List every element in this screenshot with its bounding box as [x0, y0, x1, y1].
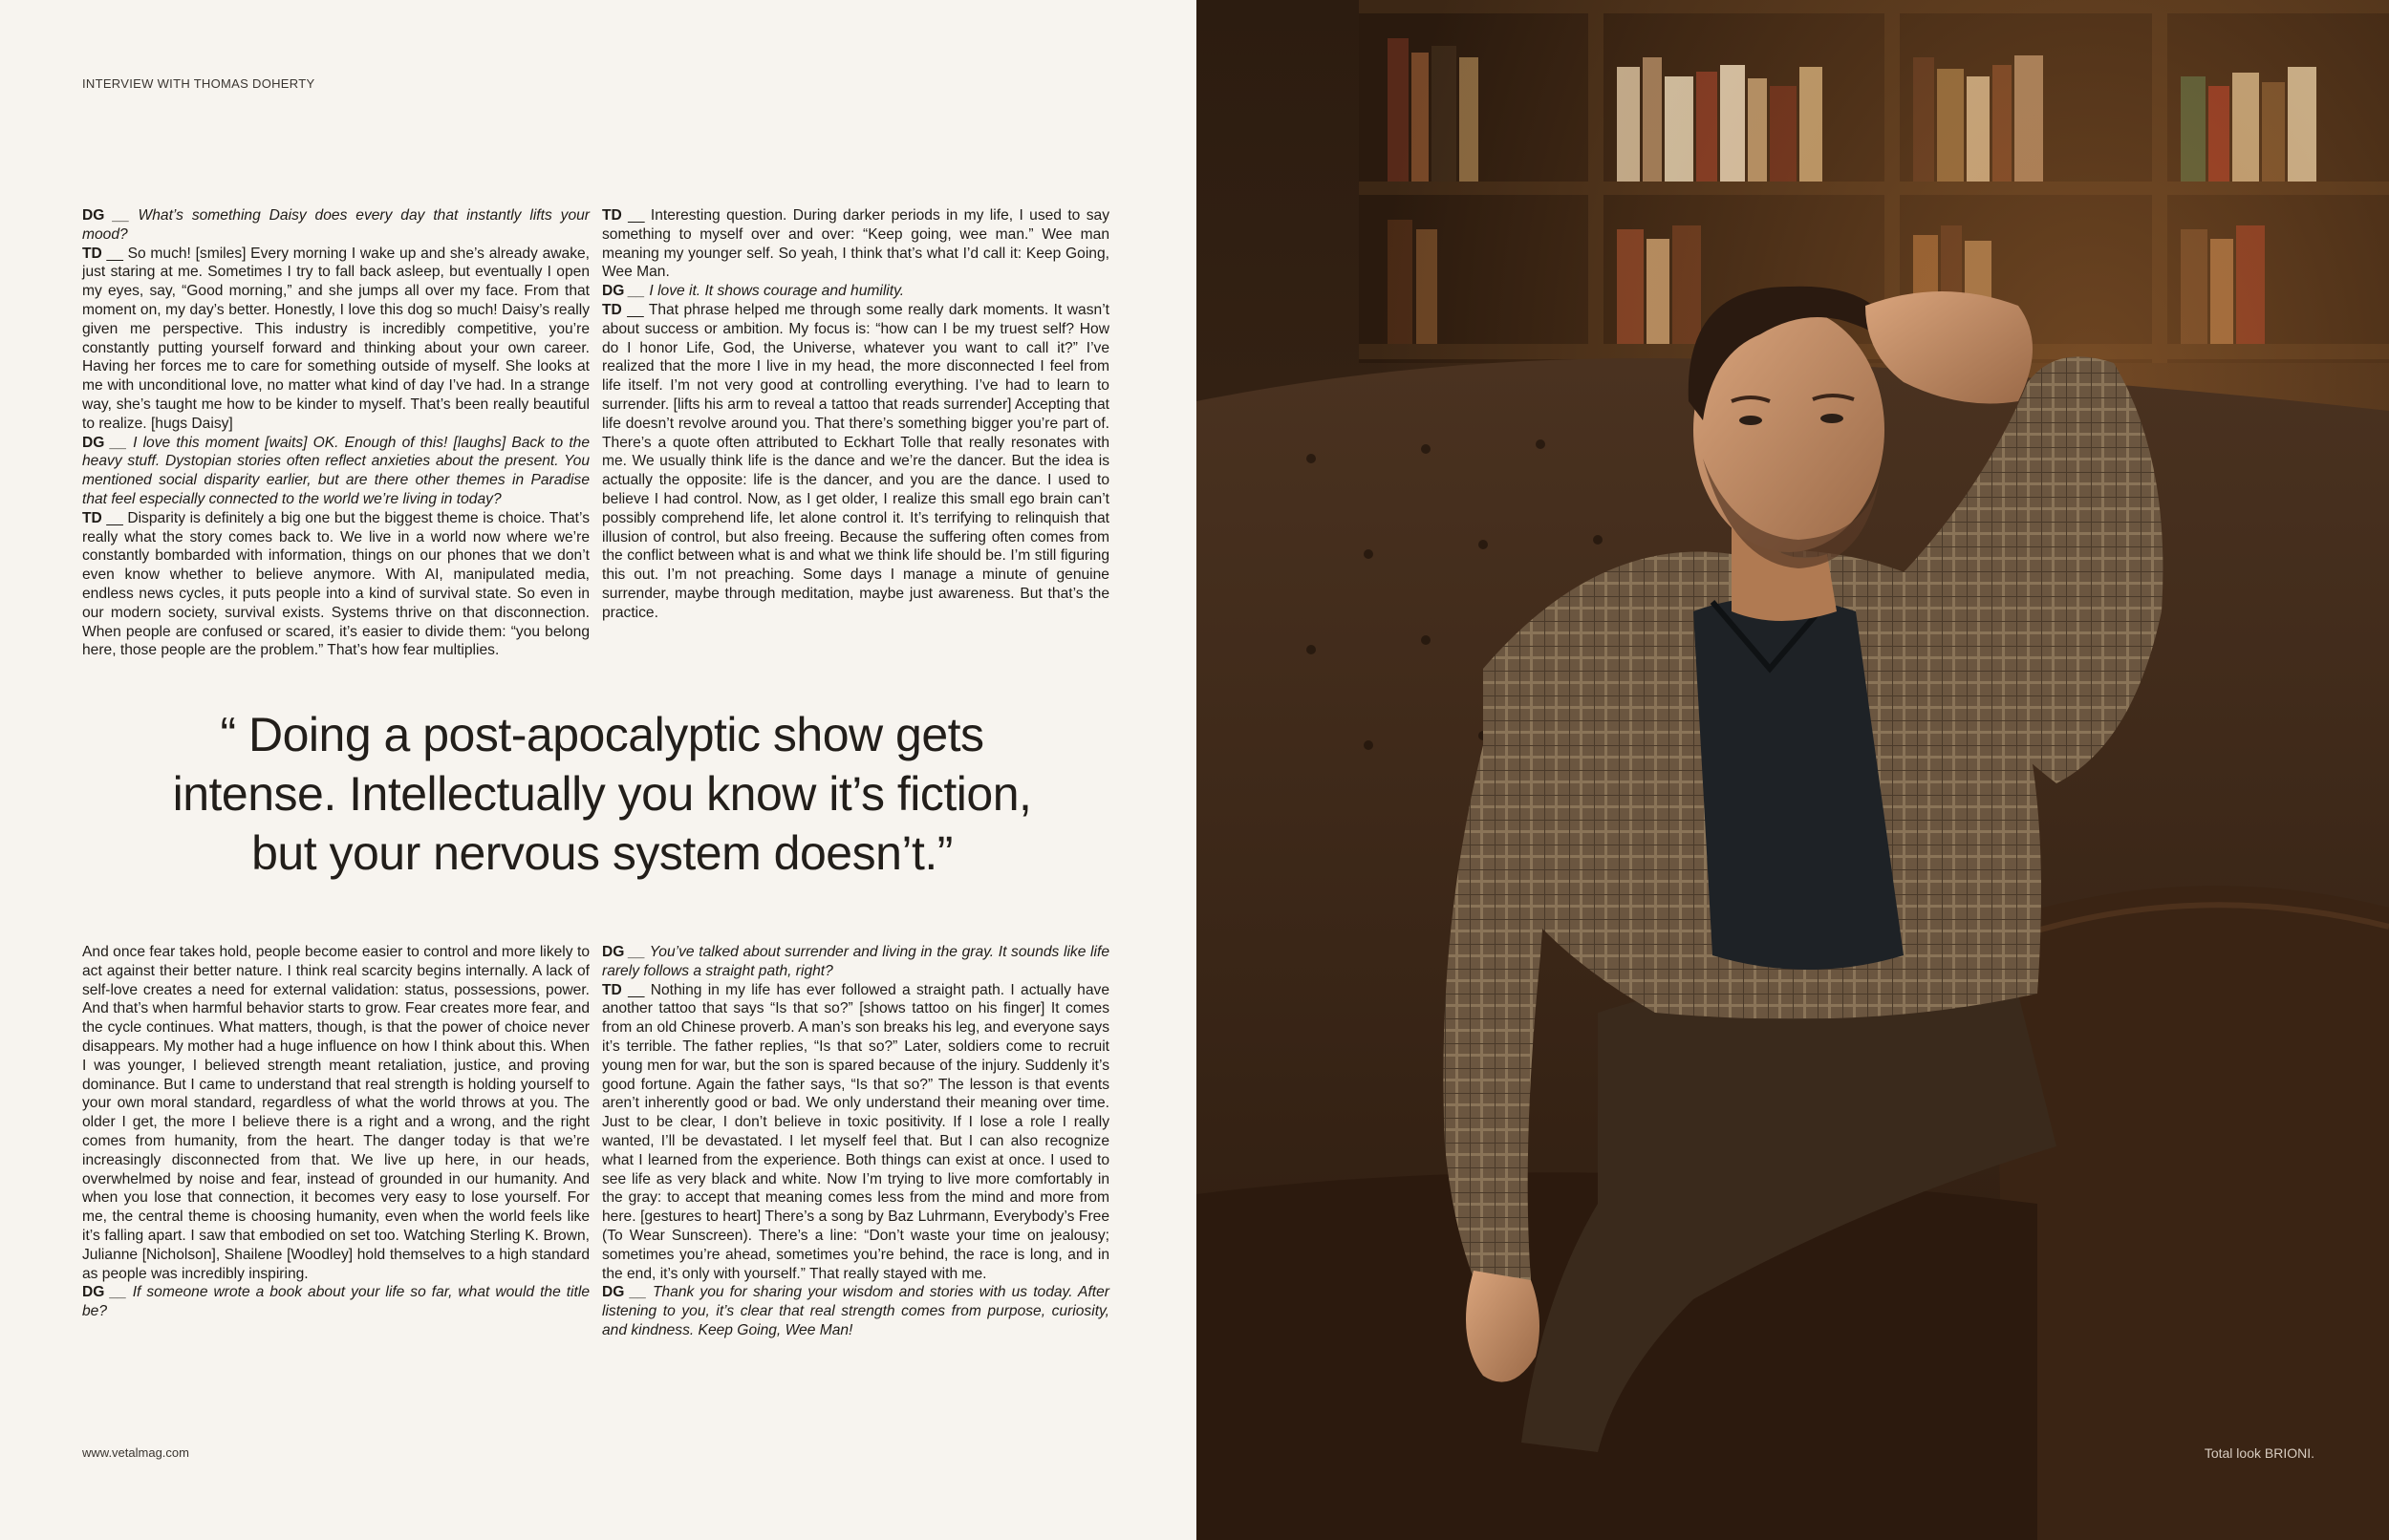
speaker-initials: DG	[82, 434, 105, 451]
answer-text: __ Interesting question. During darker periods in my life, I used to say something to myself over and over: “Keep going, wee man.” Wee man meaning my younger self. So yeah, I think that’s what I’d call it: Keep Going, Wee Man.	[602, 207, 1109, 281]
speaker-initials: DG	[82, 207, 105, 224]
interview-paragraph	[602, 1283, 1109, 1339]
question-text: __ I love it. It shows courage and humility.	[624, 283, 905, 300]
portrait-photo	[1196, 0, 2389, 1540]
answer-text: __ Nothing in my life has ever followed a straight path. I actually have another tattoo that says “Is that so?” [shows tattoo on his finger] It comes from an old Chinese proverb. A man’s son breaks his leg, and everyone says it’s terrible. The father replies, “Is that so?” Later, soldiers come to recruit young men for war, but the son is spared because of the injury. Suddenly it’s good fortune. Again the father says, “Is that so?” The lesson is that events aren’t inherently good or bad. We only understand their meaning over time. Just to be clear, I don’t believe in toxic positivity. If I lose a role I really wanted, I’ll be devastated. I let myself feel that. But I can also recognize what I learned from the experience. Both things can exist at once. I used to see life as very black and white. Now I’m trying to live more comfortably in the gray: to accept that meaning comes less from the mind and more from here. [gestures to heart] There’s a song by Baz Luhrmann, Everybody’s Free (To Wear Sunscreen). There’s a line: “Don’t waste your time on jealousy; sometimes you’re ahead, sometimes you’re behind, the race is long, and in the end, it’s only with yourself.” That really stayed with me.	[602, 981, 1109, 1282]
text-column-3	[82, 943, 590, 1321]
interview-paragraph	[82, 943, 590, 1283]
interview-paragraph	[82, 245, 590, 434]
pull-quote	[105, 705, 1099, 883]
answer-text: __ So much! [smiles] Every morning I wake up and she’s already awake, just staring at me. Sometimes I try to fall back asleep, but eventually I open my eyes, say, “Good morning,” and she jumps all over my face. From that moment on, my day’s better. Honestly, I love this dog so much! Daisy’s really given me perspective. This industry is incredibly competitive, you’re constantly putting yourself forward and thinking about your own career. Having her forces me to care for something outside of myself. She looks at me with unconditional love, no matter what kind of day I’ve had. In a strange way, she’s taught me how to be kinder to myself. That’s been really beautiful to realize. [hugs Daisy]	[82, 245, 590, 432]
speaker-initials: TD	[602, 981, 622, 998]
interview-paragraph	[602, 282, 1109, 301]
answer-text: And once fear takes hold, people become easier to control and more likely to act against their better nature. I think real scarcity begins internally. A lack of self-love creates a need for external validation: status, possessions, power. And that’s when harmful behavior starts to grow. Fear creates more fear, and the cycle continues. What matters, though, is that the power of choice never disappears. My mother had a huge influence on how I think about this. When I was younger, I believed strength meant retaliation, justice, and proving dominance. But I came to understand that real strength is holding yourself to your own moral standard, regardless of what the world throws at you. The older I get, the more I believe there is a right and a wrong, and the right comes from humanity, from the heart. The danger today is that we’re increasingly disconnected from that. We live up here, in our heads, overwhelmed by noise and fear, instead of grounded in our humanity. And when you lose that connection, it becomes very easy to lose yourself. For me, the central theme is choosing humanity, even when the world feels like it’s falling apart. I saw that embodied on set too. Watching Sterling K. Brown, Julianne [Nicholson], Shailene [Woodley] hold themselves to a high standard as people was incredibly inspiring.	[82, 944, 590, 1282]
question-text: __ What’s something Daisy does every day that instantly lifts your mood?	[82, 207, 590, 243]
text-column-4	[602, 943, 1109, 1340]
question-text: __ If someone wrote a book about your life so far, what would the title be?	[82, 1284, 590, 1320]
speaker-initials: TD	[602, 301, 622, 318]
question-text: __ Thank you for sharing your wisdom and stories with us today. After listening to you, it’s clear that real strength comes from purpose, curiosity, and kindness. Keep Going, Wee Man!	[602, 1284, 1109, 1338]
interview-paragraph	[602, 301, 1109, 623]
interview-paragraph	[82, 1283, 590, 1321]
answer-text: __ That phrase helped me through some really dark moments. It wasn’t about success or ambition. My focus is: “how can I be my truest self? How do I honor Life, God, the Universe, whatever you want to call it?” I’ve realized that the more I live in my head, the more disconnected I feel from life itself. I’m not very good at controlling everything. I’ve had to learn to surrender. [lifts his arm to reveal a tattoo that reads surrender] Accepting that life doesn’t revolve around you. That there’s something bigger you’re part of. There’s a quote often attributed to Eckhart Tolle that really resonates with me. We usually think life is the dance and we’re the dancer. But the idea is actually the opposite: life is the dancer, and you are the dance. I used to believe I had control. Now, as I get older, I realize this small ego brain can’t possibly comprehend life, let alone control it. It’s terrifying to relinquish that illusion of control, but also freeing. Because the suffering often comes from the conflict between what is and what we think life should be. I’m still figuring this out. I’m not preaching. Some days I manage a minute of genuine surrender, maybe through meditation, maybe just awareness. But that’s the practice.	[602, 301, 1109, 621]
speaker-initials: DG	[602, 283, 625, 300]
footer-website-url: www.vetalmag.com	[82, 1445, 189, 1460]
speaker-initials: DG	[82, 1284, 105, 1301]
interview-paragraph	[82, 434, 590, 509]
speaker-initials: TD	[82, 245, 102, 262]
pull-quote-line: but your nervous system doesn’t.”	[251, 826, 953, 880]
speaker-initials: DG	[602, 944, 625, 960]
answer-text: __ Disparity is definitely a big one but the biggest theme is choice. That’s really what the story comes back to. We live in a world now where we’re constantly bombarded with information, things on our phones that we don’t even know whether to believe anymore. With AI, manipulated media, endless news cycles, it puts people into a kind of survival state. So even in our modern society, survival exists. Systems thrive on that disconnection. When people are confused or scared, it’s easier to divide them: “you belong here, those people are the problem.” That’s how fear multiplies.	[82, 509, 590, 659]
speaker-initials: TD	[602, 207, 622, 224]
section-header: INTERVIEW WITH THOMAS DOHERTY	[82, 76, 315, 91]
speaker-initials: TD	[82, 509, 102, 526]
interview-paragraph	[602, 981, 1109, 1284]
interview-paragraph	[82, 509, 590, 660]
interview-paragraph	[82, 206, 590, 245]
photo-credit: Total look BRIONI.	[2204, 1445, 2314, 1461]
interview-paragraph	[602, 943, 1109, 981]
portrait-illustration	[1196, 0, 2389, 1540]
pull-quote-line: intense. Intellectually you know it’s fiction,	[172, 767, 1032, 821]
question-text: __ You’ve talked about surrender and living in the gray. It sounds like life rarely follows a straight path, right?	[602, 944, 1109, 979]
interview-paragraph	[602, 206, 1109, 282]
text-column-2	[602, 206, 1109, 623]
text-column-1	[82, 206, 590, 660]
question-text: __ I love this moment [waits] OK. Enough of this! [laughs] Back to the heavy stuff. Dystopian stories often reflect anxieties about the present. You mentioned social disparity earlier, but are there other themes in Paradise that feel especially connected to the world we’re living in today?	[82, 434, 590, 507]
speaker-initials: DG	[602, 1284, 625, 1301]
pull-quote-line: “ Doing a post-apocalyptic show gets	[220, 708, 984, 761]
